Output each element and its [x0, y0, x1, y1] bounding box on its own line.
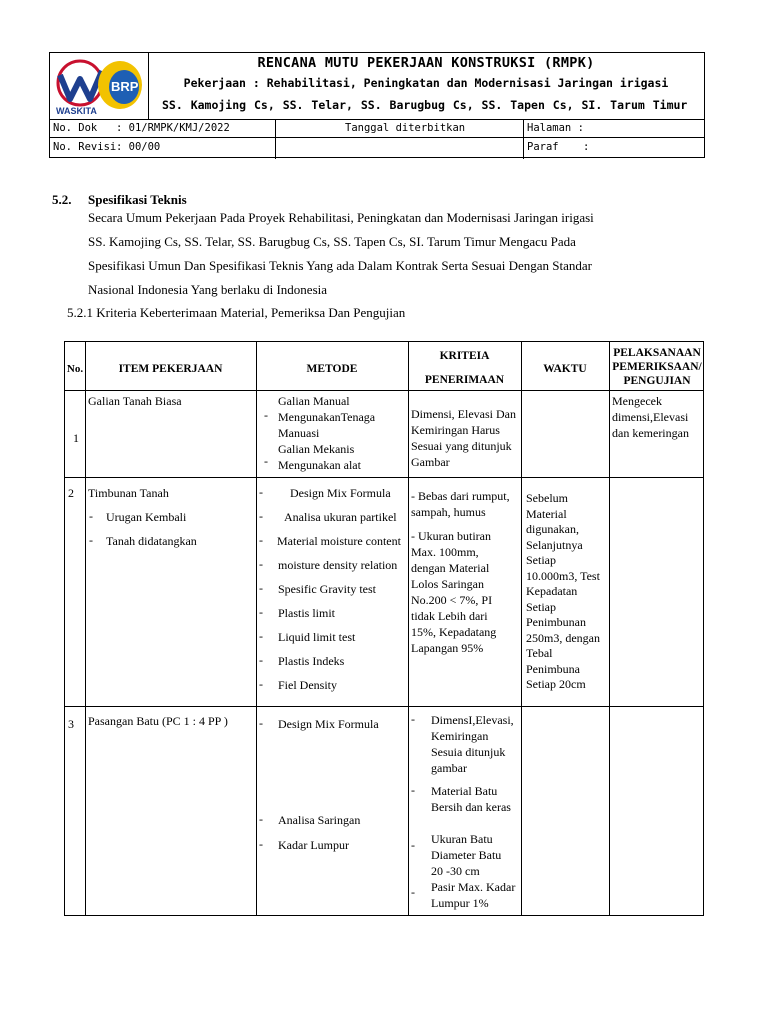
kriteria-line: Kemiringan Harus [411, 423, 500, 437]
kriteria-line: DimensI,Elevasi, [431, 713, 514, 727]
row3-kriteria-c [431, 831, 501, 879]
waktu-line: Tebal [526, 646, 553, 660]
bullet-dash: - [259, 509, 263, 523]
row3-item: Pasangan Batu (PC 1 : 4 PP ) [88, 714, 228, 728]
row2-no: 2 [68, 486, 74, 500]
kriteria-line: sampah, humus [411, 505, 486, 519]
pelaksanaan-line: dimensi,Elevasi [612, 410, 689, 424]
divider [65, 706, 703, 707]
row3-metode: Kadar Lumpur [278, 838, 349, 852]
waktu-line: Setiap 20cm [526, 677, 586, 691]
paragraph-line: Secara Umum Pekerjaan Pada Proyek Rehabilitasi, Peningkatan dan Modernisasi Jaringan irigasi [88, 210, 594, 225]
row2-item: Timbunan Tanah [88, 486, 169, 500]
kriteria-line: No.200 < 7%, PI [411, 593, 493, 607]
kriteria-line: Lumpur 1% [431, 896, 489, 910]
kriteria-line: Max. 100mm, [411, 545, 479, 559]
kriteria-line: Pasir Max. Kadar [431, 880, 516, 894]
kriteria-line: tidak Lebih dari [411, 609, 488, 623]
kriteria-line: Lapangan 95% [411, 641, 484, 655]
divider [275, 119, 276, 159]
bullet-dash: - [89, 533, 93, 547]
header-penerimaan: PENERIMAAN [424, 374, 505, 386]
criteria-table [64, 341, 704, 916]
project-line: Pekerjaan : Rehabilitasi, Peningkatan dan Modernisasi Jaringan irigasi [183, 76, 669, 90]
row2-metode: Plastis Indeks [278, 654, 345, 668]
bullet-dash: - [264, 408, 268, 422]
header-item: ITEM PEKERJAAN [118, 363, 223, 375]
kriteria-line: - Bebas dari rumput, [411, 489, 510, 503]
halaman-label: Halaman : [527, 122, 584, 134]
waktu-line: Kepadatan [526, 584, 578, 598]
header-line: PENGUJIAN [623, 375, 691, 387]
row2-metode: Plastis limit [278, 606, 336, 620]
row1-kriteria [411, 406, 516, 470]
waktu-line: Penimbunan [526, 615, 586, 629]
row2-metode: Spesific Gravity test [278, 582, 376, 596]
row2-subitem: Urugan Kembali [106, 510, 187, 524]
paragraph-line: SS. Kamojing Cs, SS. Telar, SS. Barugbug Cs, SS. Tapen Cs, SI. Tarum Timur Mengacu Pada [88, 234, 576, 249]
bullet-dash: - [259, 533, 263, 547]
metode-line: Manuasi [278, 426, 320, 440]
divider [408, 342, 409, 915]
section-paragraph [88, 206, 594, 302]
no-revisi-value: : 00/00 [116, 141, 161, 153]
section-title: Spesifikasi Teknis [88, 192, 187, 207]
row2-metode: Liquid limit test [278, 630, 356, 644]
kriteria-line: Bersih dan keras [431, 800, 511, 814]
row3-kriteria-d [431, 879, 515, 911]
divider [523, 119, 524, 159]
row2-subitem: Tanah didatangkan [106, 534, 197, 548]
header-line: PEMERIKSAAN/ [612, 361, 702, 373]
row2-metode: Analisa ukuran partikel [284, 510, 397, 524]
kriteria-line: gambar [431, 761, 467, 775]
location-line: SS. Kamojing Cs, SS. Telar, SS. Barugbug Cs, SS. Tapen Cs, SI. Tarum Timur [162, 98, 688, 112]
pelaksanaan-line: Mengecek [612, 394, 662, 408]
logo-cell [50, 53, 149, 119]
bullet-dash: - [259, 677, 263, 691]
waktu-line: Material [526, 506, 567, 521]
kriteria-line: Sesuai yang ditunjuk [411, 439, 512, 453]
row2-kriteria-a [411, 488, 510, 520]
kriteria-line: Material Batu [431, 784, 498, 798]
waskita-brp-logo [50, 53, 148, 119]
metode-line: Galian Manual [278, 394, 350, 408]
waktu-line: 10.000m3, Test [526, 568, 600, 583]
bullet-dash: - [259, 812, 263, 826]
row2-metode: Design Mix Formula [290, 486, 391, 500]
kriteria-line: Gambar [411, 455, 450, 469]
paraf-label: Paraf [527, 141, 559, 153]
header-waktu: WAKTU [543, 363, 587, 375]
divider [85, 342, 86, 915]
metode-line: Galian Mekanis [278, 442, 355, 456]
divider [521, 342, 522, 915]
subsection-title: 5.2.1 Kriteria Keberterimaan Material, Pemeriksa Dan Pengujian [67, 305, 406, 320]
row3-kriteria-a [431, 712, 514, 776]
row2-metode: Material moisture content [277, 534, 401, 548]
brp-text: BRP [111, 79, 139, 94]
pelaksanaan-line: dan kemeringan [612, 426, 689, 440]
bullet-dash: - [259, 581, 263, 595]
row3-metode: Design Mix Formula [278, 717, 379, 731]
bullet-dash: - [259, 653, 263, 667]
waktu-line: digunakan, [526, 522, 579, 536]
waktu-line: 250m3, dengan [526, 630, 600, 645]
bullet-dash: - [259, 629, 263, 643]
waktu-line: Sebelum [526, 491, 568, 505]
kriteria-line: Dimensi, Elevasi Dan [411, 407, 516, 421]
kriteria-line: 20 -30 cm [431, 864, 480, 878]
bullet-dash: - [411, 838, 415, 852]
divider [65, 390, 703, 391]
header-line: PELAKSANAAN [613, 347, 701, 359]
kriteria-line: Lolos Saringan [411, 577, 484, 591]
bullet-dash: - [259, 716, 263, 730]
kriteria-line: - Ukuran butiran [411, 529, 491, 543]
row2-metode: Fiel Density [278, 678, 337, 692]
kriteria-line: dengan Material [411, 561, 490, 575]
row1-item: Galian Tanah Biasa [88, 394, 182, 408]
waktu-line: Setiap [526, 553, 556, 567]
row2-metode: moisture density relation [278, 558, 398, 572]
bullet-dash: - [411, 885, 415, 899]
header-metode: METODE [306, 363, 358, 375]
bullet-dash: - [259, 837, 263, 851]
bullet-dash: - [411, 783, 415, 797]
metode-line: MengunakanTenaga [278, 410, 376, 424]
row1-pelaksanaan [612, 393, 689, 441]
row2-waktu [526, 491, 600, 693]
row3-no: 3 [68, 717, 74, 731]
bullet-dash: - [259, 485, 263, 499]
row1-metode [278, 393, 375, 473]
kriteria-line: Sesuia ditunjuk [431, 745, 506, 759]
kriteria-line: Diameter Batu [431, 848, 502, 862]
no-dok-label: No. Dok [53, 122, 98, 134]
row3-metode: Analisa Saringan [278, 813, 361, 827]
metode-line: Mengunakan alat [278, 458, 361, 472]
row2-kriteria-b [411, 528, 496, 656]
paraf-value: : [583, 141, 590, 153]
document-title: RENCANA MUTU PEKERJAAN KONSTRUKSI (RMPK) [257, 55, 595, 71]
row3-kriteria-b [431, 783, 511, 815]
bullet-dash: - [264, 454, 268, 468]
divider [609, 342, 610, 915]
header-pelaksanaan [609, 346, 705, 388]
bullet-dash: - [89, 509, 93, 523]
paragraph-line: Spesifikasi Umun Dan Spesifikasi Teknis Yang ada Dalam Kontrak Serta Sesuai Dengan Standar [88, 258, 592, 273]
header-kriteria: KRITEIA [439, 350, 490, 362]
waskita-text: WASKITA [56, 106, 97, 116]
paragraph-line: Nasional Indonesia Yang berlaku di Indonesia [88, 282, 328, 297]
document-header [49, 52, 705, 158]
bullet-dash: - [259, 557, 263, 571]
bullet-dash: - [411, 712, 415, 726]
waktu-line: Selanjutnya [526, 537, 583, 552]
divider [50, 119, 704, 120]
kriteria-line: 15%, Kepadatang [411, 625, 497, 639]
no-dok-value: : 01/RMPK/KMJ/2022 [116, 122, 230, 134]
header-no: No. [66, 363, 84, 375]
bullet-dash: - [259, 605, 263, 619]
waktu-line: Setiap [526, 599, 556, 614]
divider [50, 137, 704, 138]
section-number: 5.2. [52, 192, 72, 207]
tanggal-label: Tanggal diterbitkan [345, 122, 466, 134]
kriteria-line: Ukuran Batu [431, 832, 493, 846]
no-revisi-label: No. Revisi [53, 141, 117, 153]
waktu-line: Penimbuna [526, 661, 580, 676]
row1-no: 1 [73, 431, 79, 445]
kriteria-line: Kemiringan [431, 729, 489, 743]
divider [256, 342, 257, 915]
divider [65, 477, 703, 478]
